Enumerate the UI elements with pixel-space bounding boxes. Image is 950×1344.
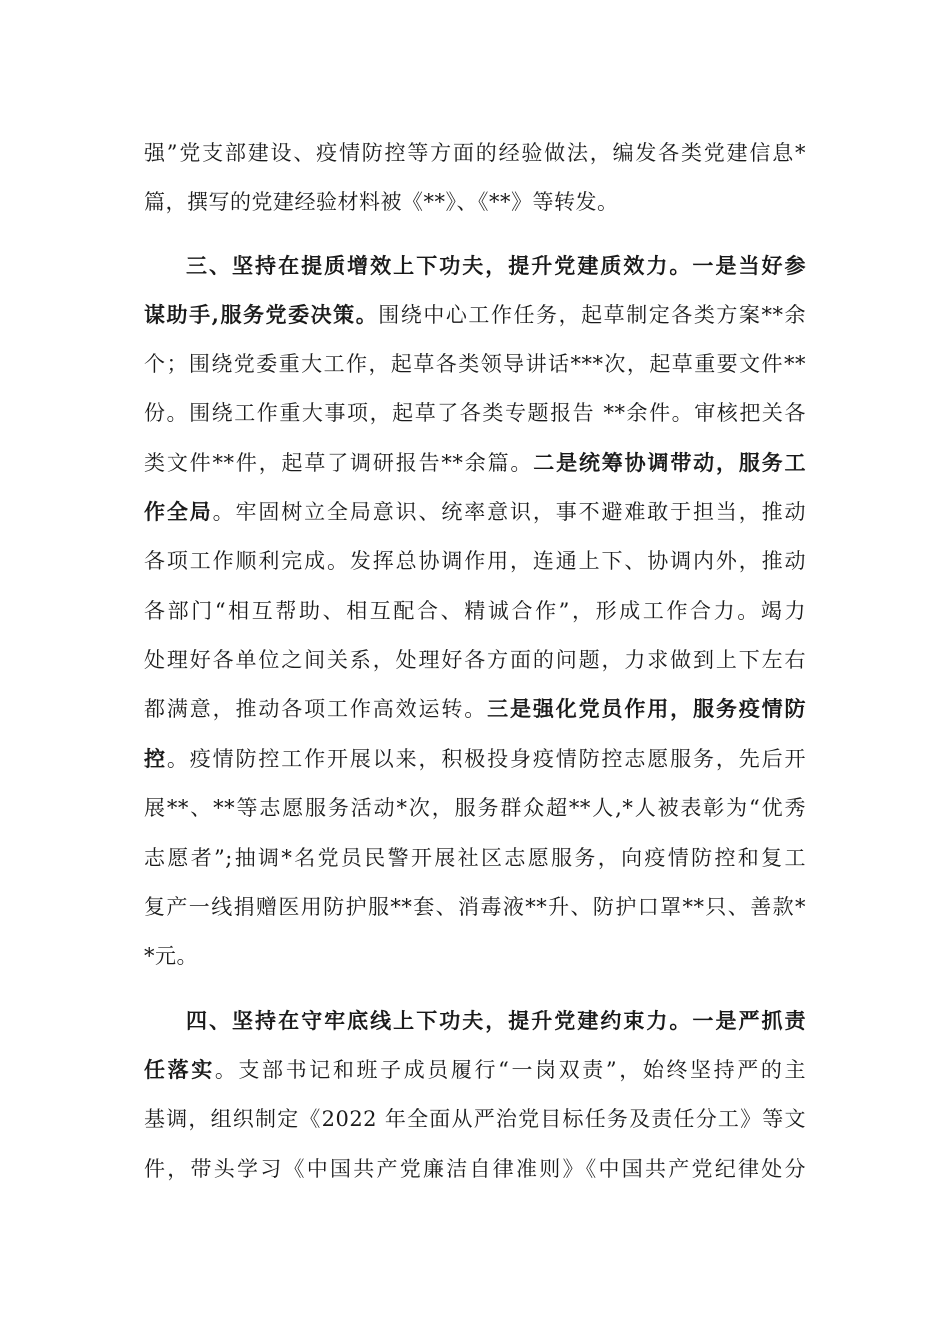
text-run: 围绕中心工作任务，起草制定各类方案**余: [378, 303, 807, 327]
text-run: 件，带头学习《中国共产党廉洁自律准则》《中国共产党纪律处分: [144, 1157, 806, 1181]
text-line: [144, 1154, 806, 1184]
text-run: 。牢固树立全局意识、统率意识，事不避难敢于担当，推动: [212, 500, 806, 524]
bold-run: 三、坚持在提质增效上下功夫，提升党建质效力。一是当好参: [186, 253, 806, 278]
bold-run: 谋助手,服务党委决策。: [144, 302, 379, 327]
text-line: [144, 1104, 806, 1134]
text-run: 展**、**等志愿服务活动*次，服务群众超**人,*人被表彰为“优秀: [144, 796, 806, 820]
text-line: [144, 694, 806, 724]
text-line: [144, 645, 806, 675]
text-run: 类文件**件，起草了调研报告**余篇。: [144, 451, 534, 475]
text-run: 份。围绕工作重大事项，起草了各类专题报告 **余件。审核把关各: [144, 401, 806, 425]
text-line: [144, 793, 806, 823]
section-heading-line: [186, 251, 806, 281]
text-line: [144, 497, 806, 527]
text-line: [144, 398, 806, 428]
text-line: [144, 892, 806, 922]
text-run: *元。: [144, 944, 198, 968]
bold-run: 任落实: [144, 1057, 215, 1082]
text-run: 复产一线捐赠医用防护服**套、消毒液**升、防护口罩**只、善款*: [144, 895, 806, 919]
section-heading-line: [186, 1006, 806, 1036]
text-line: [144, 1055, 806, 1085]
text-line: [144, 349, 806, 379]
text-line: [144, 448, 806, 478]
text-line: [144, 744, 806, 774]
text-run: 处理好各单位之间关系，处理好各方面的问题，力求做到上下左右: [144, 648, 806, 672]
text-run: 个；围绕党委重大工作，起草各类领导讲话***次，起草重要文件**: [144, 352, 806, 376]
bold-run: 作全局: [144, 499, 213, 524]
text-run: 都满意，推动各项工作高效运转。: [144, 697, 488, 721]
text-run: 。支部书记和班子成员履行“一岗双责”，始终坚持严的主: [214, 1058, 806, 1082]
text-run: 基调，组织制定《2022 年全面从严治党目标任务及责任分工》等文: [144, 1107, 806, 1131]
text-line: [144, 546, 806, 576]
text-run: 各部门“相互帮助、相互配合、精诚合作”，形成工作合力。竭力: [144, 599, 806, 623]
text-line: [144, 596, 806, 626]
text-run: 强”党支部建设、疫情防控等方面的经验做法，编发各类党建信息*: [144, 141, 806, 165]
text-run: 篇，撰写的党建经验材料被《**》、《**》等转发。: [144, 190, 619, 214]
bold-run: 四、坚持在守牢底线上下功夫，提升党建约束力。一是严抓责: [186, 1008, 806, 1033]
bold-run: 二是统筹协调带动，服务工: [533, 450, 807, 475]
text-line: [144, 138, 806, 168]
text-run: 志愿者”;抽调*名党员民警开展社区志愿服务，向疫情防控和复工: [144, 846, 806, 870]
text-line: [144, 843, 806, 873]
bold-run: 控: [144, 746, 167, 771]
bold-run: 三是强化党员作用，服务疫情防: [487, 696, 806, 721]
text-run: 各项工作顺利完成。发挥总协调作用，连通上下、协调内外，推动: [144, 549, 806, 573]
text-line: [144, 300, 806, 330]
text-line: [144, 941, 806, 971]
text-run: 。疫情防控工作开展以来，积极投身疫情防控志愿服务，先后开: [166, 747, 806, 771]
text-line: [144, 187, 806, 217]
